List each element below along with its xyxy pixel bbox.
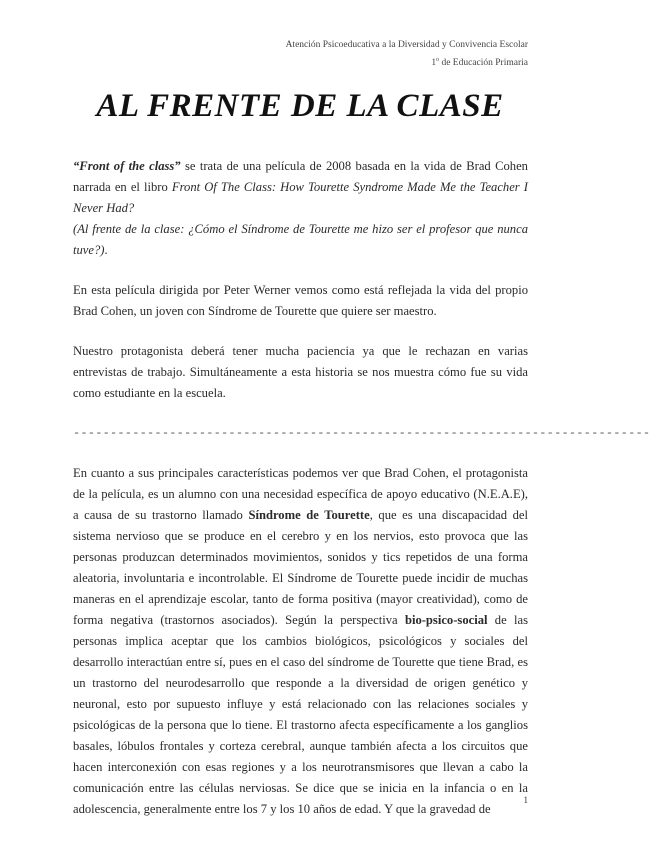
page-header: [286, 38, 528, 71]
intro-end: .: [104, 243, 108, 257]
director-paragraph: En esta película dirigida por Peter Werner vemos como está reflejada la vida del propio Brad Cohen, un joven con Síndrome de Tourette que quiere ser maestro.: [73, 283, 528, 318]
header-grade-text: de Educación Primaria: [439, 58, 528, 69]
header-grade-line: [286, 53, 528, 71]
book-title: Front Of The Class: How Tourette Syndrome Made Me the Teacher I Never Had?: [73, 180, 528, 215]
section-separator: ------------------------------------------------------------------------------: [73, 426, 650, 440]
page-number: 1: [523, 795, 528, 805]
intro-paragraph: [73, 156, 528, 261]
document-title: AL FRENTE DE LA CLASE: [96, 88, 504, 124]
characteristics-paragraph: [73, 463, 528, 820]
header-course-line: Atención Psicoeducativa a la Diversidad y Convivencia Escolar: [285, 40, 528, 50]
intro-text: se trata de una película de 2008 basada en la vida de Brad Cohen narrada en el libro: [73, 159, 528, 194]
document-body: [73, 156, 650, 820]
header-grade-superscript: o: [436, 57, 440, 63]
characteristics-text-3: de las personas implica aceptar que los cambios biológicos, psicológicos y sociales del desarrollo interactúan entre sí, pues en el caso del síndrome de Tourette que tiene Brad, es un trastorno del neurodesarrollo que responde a la diversidad de origen genético y neuronal, esto por supuesto influye y está relacionado con las relaciones sociales y psicológicas de la persona que lo tiene. El trastorno afecta específicamente a los ganglios basales, lóbulos frontales y corteza cerebral, aunque también afecta a los circuitos que hacen interconexión con esas regiones y a los neurotransmisores que llevan a cabo la comunicación entre las células nerviosas. Se dice que se inicia en la infancia o en la adolescencia, generalmente entre los 7 y los 10 años de edad. Y que la gravedad de: [73, 613, 528, 816]
characteristics-text-1: En cuanto a sus principales características podemos ver que Brad Cohen, el protagonista de la película, es un alumno con una necesidad específica de apoyo educativo (N.E.A.E), a causa de su trastorno llamado: [73, 466, 528, 522]
book-title-spanish: (Al frente de la clase: ¿Cómo el Síndrome de Tourette me hizo ser el profesor que nunca tuve?): [73, 222, 528, 257]
biopsychosocial-term: bio-psico-social: [404, 613, 488, 627]
tourette-term: Síndrome de Tourette: [248, 508, 370, 522]
film-title: “Front of the class”: [73, 159, 181, 173]
characteristics-text-2: , que es una discapacidad del sistema nervioso que se produce en el cerebro y en los nervios, esto provoca que las personas produzcan determinados movimientos, sonidos y tics repetidos de una forma aleatoria, involuntaria e incontrolable. El Síndrome de Tourette puede incidir de muchas maneras en el aprendizaje escolar, tanto de forma positiva (mayor creatividad), como de forma negativa (trastornos asociados). Según la perspectiva: [73, 508, 528, 627]
header-grade-number: 1: [431, 58, 437, 69]
protagonist-paragraph: Nuestro protagonista deberá tener mucha paciencia ya que le rechazan en varias entrevistas de trabajo. Simultáneamente a esta historia se nos muestra cómo fue su vida como estudiante en la escuela.: [73, 344, 528, 400]
